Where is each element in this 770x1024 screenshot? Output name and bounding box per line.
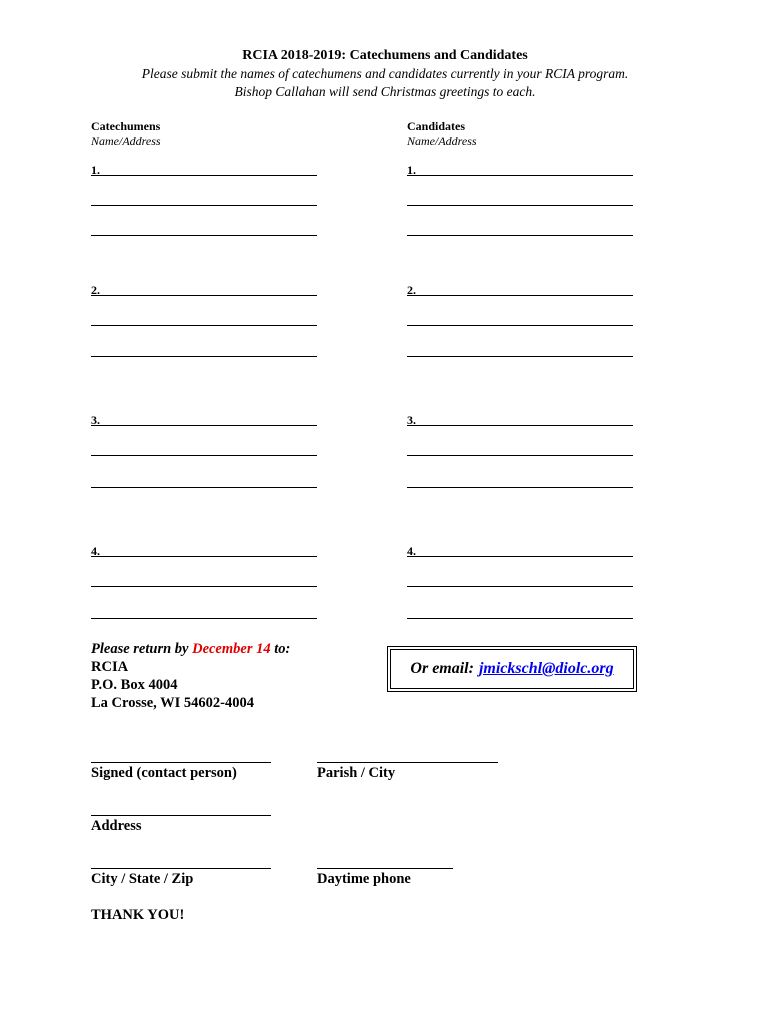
catechumen-1-address-line[interactable] <box>91 235 317 236</box>
candidate-1-name-line[interactable] <box>407 175 633 176</box>
city-state-zip-label: City / State / Zip <box>91 871 194 887</box>
signed-label: Signed (contact person) <box>91 765 237 781</box>
catechumen-4-name-line[interactable] <box>91 556 317 557</box>
catechumen-number-2: 2. <box>91 283 100 297</box>
candidate-1-address-line[interactable] <box>407 205 633 206</box>
return-suffix: to: <box>270 641 291 657</box>
return-prefix: Please return by <box>91 641 193 657</box>
return-address-line-2: P.O. Box 4004 <box>91 677 178 693</box>
catechumen-2-address-line[interactable] <box>91 325 317 326</box>
candidates-subheading: Name/Address <box>407 134 477 148</box>
instructions-line-2: Bishop Callahan will send Christmas greetings to each. <box>234 84 536 99</box>
catechumen-3-name-line[interactable] <box>91 425 317 426</box>
email-label: Or email: <box>410 660 474 677</box>
catechumen-1-name-line[interactable] <box>91 175 317 176</box>
catechumen-4-address-line[interactable] <box>91 586 317 587</box>
candidate-2-address-line[interactable] <box>407 356 633 357</box>
candidate-number-2: 2. <box>407 283 416 297</box>
candidate-number-4: 4. <box>407 544 416 558</box>
catechumen-4-address-line[interactable] <box>91 618 317 619</box>
return-address <box>91 640 290 712</box>
daytime-phone-label: Daytime phone <box>317 871 411 887</box>
return-address-line-3: La Crosse, WI 54602-4004 <box>91 695 254 711</box>
email-link[interactable]: jmickschl@diolc.org <box>478 660 614 677</box>
page-title: RCIA 2018-2019: Catechumens and Candidates <box>242 48 528 63</box>
candidate-3-address-line[interactable] <box>407 487 633 488</box>
catechumen-2-address-line[interactable] <box>91 356 317 357</box>
return-deadline: December 14 <box>192 641 271 657</box>
thank-you: THANK YOU! <box>91 907 185 923</box>
daytime-phone-line[interactable] <box>317 868 453 869</box>
catechumens-heading: Catechumens <box>91 119 161 133</box>
parish-label: Parish / City <box>317 765 396 781</box>
catechumen-2-name-line[interactable] <box>91 295 317 296</box>
email-box <box>387 646 637 692</box>
city-state-zip-line[interactable] <box>91 868 271 869</box>
catechumen-3-address-line[interactable] <box>91 487 317 488</box>
candidate-1-address-line[interactable] <box>407 235 633 236</box>
catechumen-1-address-line[interactable] <box>91 205 317 206</box>
instructions-line-1: Please submit the names of catechumens and candidates currently in your RCIA program. <box>141 66 629 81</box>
catechumens-subheading: Name/Address <box>91 134 161 148</box>
candidate-4-address-line[interactable] <box>407 586 633 587</box>
address-line[interactable] <box>91 815 271 816</box>
catechumen-number-4: 4. <box>91 544 100 558</box>
candidates-heading: Candidates <box>407 119 466 133</box>
candidate-number-3: 3. <box>407 413 416 427</box>
parish-line[interactable] <box>317 762 498 763</box>
candidate-3-address-line[interactable] <box>407 455 633 456</box>
candidate-2-name-line[interactable] <box>407 295 633 296</box>
candidate-2-address-line[interactable] <box>407 325 633 326</box>
candidate-number-1: 1. <box>407 163 416 177</box>
return-instruction <box>91 640 290 658</box>
email-box-inner <box>390 649 634 689</box>
return-address-line-1: RCIA <box>91 659 129 675</box>
address-label: Address <box>91 818 142 834</box>
candidate-3-name-line[interactable] <box>407 425 633 426</box>
catechumen-3-address-line[interactable] <box>91 455 317 456</box>
catechumen-number-1: 1. <box>91 163 100 177</box>
catechumen-number-3: 3. <box>91 413 100 427</box>
candidate-4-name-line[interactable] <box>407 556 633 557</box>
signed-line[interactable] <box>91 762 271 763</box>
candidate-4-address-line[interactable] <box>407 618 633 619</box>
